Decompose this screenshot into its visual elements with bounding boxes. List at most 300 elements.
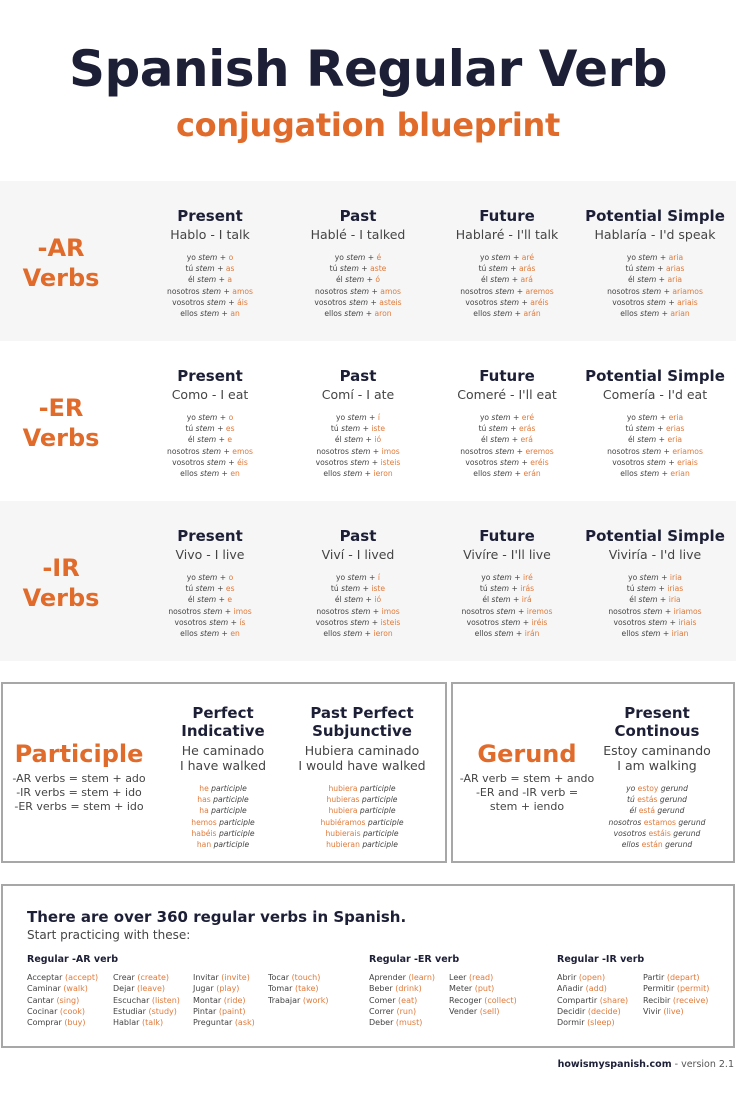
- ending-line: [283, 263, 433, 274]
- suffix: ariais: [677, 297, 698, 307]
- stem: stem: [492, 573, 512, 582]
- endings-list: [580, 412, 730, 479]
- suffix: í: [377, 573, 380, 582]
- verb-item: [557, 1006, 628, 1017]
- pronoun: ellos: [323, 469, 341, 479]
- verb-translation: (depart): [666, 973, 700, 982]
- plus-sign: +: [516, 286, 524, 296]
- aux-line: [587, 828, 727, 839]
- suffix: e: [227, 595, 233, 605]
- verb-item: [193, 1017, 255, 1028]
- verb-column: [193, 972, 255, 1028]
- plus-sign: +: [511, 584, 518, 594]
- ending-line: [135, 606, 285, 617]
- practice-box: [1, 884, 735, 1048]
- verb-translation: (listen): [151, 995, 180, 1005]
- ending-line: [580, 628, 730, 639]
- tense-present-continous: [587, 704, 727, 850]
- placeholder-word: participle: [211, 806, 247, 816]
- verb-translation: (buy): [64, 1018, 86, 1028]
- footer: [558, 1059, 734, 1070]
- suffix: as: [225, 264, 235, 274]
- verb-translation: (cook): [59, 1006, 85, 1016]
- ending-line: [432, 297, 582, 308]
- aux-line: [285, 783, 439, 794]
- plus-sign: +: [219, 413, 227, 422]
- aux-line: [153, 828, 293, 839]
- auxiliary: estáis: [648, 828, 671, 838]
- suffix: a: [227, 275, 233, 285]
- pronoun: él: [335, 275, 343, 285]
- verb-spanish: Invitar: [193, 973, 219, 982]
- stem: stem: [344, 309, 364, 319]
- ending-line: [135, 583, 285, 594]
- aux-line: [153, 794, 293, 805]
- pronoun: tú: [330, 584, 339, 594]
- suffix: aréis: [530, 297, 549, 307]
- stem: stem: [639, 573, 659, 582]
- tense-name: Indicative: [181, 722, 265, 740]
- placeholder-word: participle: [362, 840, 398, 850]
- suffix: an: [230, 309, 240, 319]
- suffix: imos: [381, 446, 400, 456]
- plus-sign: +: [516, 446, 524, 456]
- tense-column-potential-simple: [580, 367, 730, 479]
- tense-column-present: [135, 527, 285, 639]
- ending-line: [432, 446, 582, 457]
- endings-list: [432, 572, 582, 639]
- verb-spanish: Recoger: [449, 995, 482, 1005]
- ending-line: [283, 412, 433, 423]
- verb-translation: (accept): [65, 973, 99, 982]
- stem: stem: [638, 253, 658, 262]
- stem: stem: [347, 413, 367, 422]
- endings-list: [432, 412, 582, 479]
- pronoun: vosotros: [466, 617, 499, 627]
- stem: stem: [200, 469, 220, 479]
- suffix: aste: [370, 264, 387, 274]
- stem: stem: [488, 264, 508, 274]
- stem: stem: [350, 457, 370, 467]
- tense-name: Past Perfect: [310, 704, 414, 722]
- suffix: aria: [667, 275, 682, 285]
- stem: stem: [195, 584, 215, 594]
- suffix: ieron: [373, 469, 393, 479]
- tense-example: He caminado: [181, 743, 265, 758]
- stem: stem: [495, 446, 515, 456]
- suffix: aria: [668, 253, 684, 262]
- ending-line: [135, 308, 285, 319]
- aux-list: [587, 783, 727, 850]
- tense-example: I have walked: [179, 758, 267, 773]
- ending-line: [580, 468, 730, 479]
- verb-translation: (add): [585, 984, 607, 994]
- stem: stem: [197, 595, 217, 605]
- ending-line: [580, 446, 730, 457]
- plus-sign: +: [661, 573, 668, 582]
- pronoun: él: [629, 806, 637, 816]
- plus-sign: +: [511, 275, 519, 285]
- stem: stem: [344, 595, 364, 605]
- stem: stem: [642, 446, 662, 456]
- plus-sign: +: [663, 446, 670, 456]
- plus-sign: +: [223, 446, 230, 456]
- ending-line: [283, 583, 433, 594]
- ending-line: [135, 572, 285, 583]
- verb-spanish: Vivir: [643, 1006, 661, 1016]
- verb-spanish: Cantar: [27, 995, 54, 1005]
- aux-line: [153, 839, 293, 850]
- verb-spanish: Cocinar: [27, 1006, 58, 1016]
- ending-line: [283, 274, 433, 285]
- stem: stem: [490, 584, 510, 594]
- plus-sign: +: [219, 573, 227, 582]
- auxiliary: estás: [637, 795, 658, 805]
- verb-translation: (paint): [218, 1006, 246, 1016]
- stem: stem: [206, 297, 226, 307]
- verb-item: [369, 995, 435, 1006]
- tense-name: Future: [479, 207, 535, 225]
- suffix: irian: [671, 629, 689, 639]
- plus-sign: +: [658, 584, 665, 594]
- suffix: eremos: [525, 446, 554, 456]
- verb-translation: (learn): [408, 973, 436, 982]
- stem: stem: [344, 435, 364, 445]
- verb-translation: (ride): [223, 995, 246, 1005]
- auxiliary: he: [199, 784, 209, 793]
- stem: stem: [493, 469, 513, 479]
- plus-sign: +: [224, 606, 232, 616]
- suffix: amos: [380, 286, 401, 296]
- aux-line: [587, 783, 727, 794]
- row-label-line: -AR: [37, 234, 85, 262]
- tense-example: Hablaré - I'll talk: [455, 227, 559, 242]
- pronoun: tú: [627, 795, 635, 805]
- pronoun: tú: [478, 264, 487, 274]
- ending-line: [580, 252, 730, 263]
- tense-name: Past: [339, 207, 377, 225]
- stem: stem: [637, 275, 657, 285]
- endings-list: [283, 252, 433, 319]
- stem: stem: [198, 253, 218, 262]
- endings-list: [580, 572, 730, 639]
- plus-sign: +: [512, 413, 520, 422]
- gerund-box: [451, 682, 735, 863]
- stem: stem: [491, 413, 511, 422]
- placeholder-word: participle: [218, 828, 255, 838]
- placeholder-word: participle: [213, 840, 250, 850]
- plus-sign: +: [370, 297, 377, 307]
- stem: stem: [638, 413, 658, 422]
- plus-sign: +: [371, 617, 379, 627]
- suffix: ís: [239, 617, 246, 627]
- verb-spanish: Dejar: [113, 984, 135, 994]
- plus-sign: +: [514, 309, 522, 319]
- tense-example: Como - I eat: [171, 387, 249, 402]
- tense-name: Potential Simple: [585, 207, 725, 225]
- plus-sign: +: [512, 253, 520, 262]
- tense-example: Hablo - I talk: [170, 227, 250, 242]
- aux-list: [153, 783, 293, 850]
- version-text: - version 2.1: [671, 1059, 734, 1070]
- pronoun: ellos: [473, 469, 491, 479]
- ending-line: [135, 468, 285, 479]
- verb-item: [268, 983, 328, 994]
- plus-sign: +: [217, 584, 224, 594]
- verb-translation: (run): [396, 1006, 417, 1016]
- auxiliary: hubiera: [328, 784, 358, 793]
- stem: stem: [646, 457, 666, 467]
- tense-example: Comeré - I'll eat: [457, 387, 557, 402]
- aux-line: [587, 805, 727, 816]
- suffix: iria: [668, 595, 681, 605]
- ending-line: [135, 252, 285, 263]
- verb-row-er: [0, 341, 736, 501]
- placeholder-word: participle: [367, 817, 404, 827]
- tense-name: Perfect: [192, 704, 254, 722]
- pronoun: ellos: [621, 840, 640, 850]
- stem: stem: [198, 573, 218, 582]
- verb-spanish: Comprar: [27, 1018, 62, 1028]
- plus-sign: +: [223, 286, 230, 296]
- plus-sign: +: [517, 606, 525, 616]
- plus-sign: +: [371, 457, 379, 467]
- stem: stem: [343, 469, 363, 479]
- suffix: o: [228, 573, 234, 582]
- ending-line: [432, 286, 582, 297]
- gerund-rule: -ER and -IR verb =: [475, 786, 579, 799]
- site-link[interactable]: howismyspanish.com: [557, 1059, 672, 1070]
- suffix: erian: [670, 469, 690, 479]
- stem: stem: [635, 264, 655, 274]
- verb-spanish: Preguntar: [193, 1018, 233, 1028]
- plus-sign: +: [366, 275, 373, 285]
- row-label-line: Verbs: [22, 264, 100, 292]
- verb-spanish: Partir: [643, 973, 665, 982]
- verb-spanish: Meter: [449, 984, 473, 994]
- verb-spanish: Añadir: [557, 984, 584, 994]
- suffix: iria: [669, 573, 682, 582]
- ending-line: [432, 583, 582, 594]
- ending-line: [135, 274, 285, 285]
- pronoun: ellos: [473, 309, 491, 319]
- row-label-line: Verbs: [22, 584, 100, 612]
- tense-name: Future: [479, 367, 535, 385]
- verb-translation: (work): [302, 995, 329, 1005]
- plus-sign: +: [365, 309, 373, 319]
- suffix: iréis: [531, 617, 548, 627]
- suffix: iriamos: [673, 606, 702, 616]
- endings-list: [580, 252, 730, 319]
- stem: stem: [209, 617, 229, 627]
- endings-list: [283, 412, 433, 479]
- pronoun: ellos: [621, 629, 640, 639]
- verb-item: [113, 972, 180, 983]
- pronoun: él: [482, 595, 490, 605]
- verb-spanish: Deber: [369, 1018, 394, 1028]
- verb-spanish: Abrir: [557, 973, 577, 982]
- verb-translation: (talk): [141, 1018, 164, 1028]
- verb-item: [113, 983, 180, 994]
- plus-sign: +: [230, 617, 237, 627]
- pronoun: yo: [336, 573, 346, 582]
- stem: stem: [347, 573, 367, 582]
- stem: stem: [203, 606, 223, 616]
- pronoun: él: [481, 435, 488, 445]
- ending-line: [283, 252, 433, 263]
- verb-spanish: Decidir: [557, 1006, 586, 1016]
- tense-column-present: [135, 207, 285, 319]
- ending-line: [135, 628, 285, 639]
- verb-item: [643, 983, 709, 994]
- pronoun: yo: [628, 573, 638, 582]
- placeholder-word: participle: [361, 795, 398, 805]
- pronoun: tú: [625, 264, 634, 274]
- tense-past-perfect-subjunctive: [285, 704, 439, 850]
- tense-example: Viví - I lived: [321, 547, 395, 562]
- stem: stem: [345, 275, 365, 285]
- aux-line: [285, 828, 439, 839]
- placeholder-word: gerund: [673, 828, 701, 838]
- verb-item: [113, 995, 180, 1006]
- verb-item: [113, 1017, 180, 1028]
- row-label: [0, 233, 122, 293]
- verb-item: [27, 1006, 98, 1017]
- ending-line: [432, 412, 582, 423]
- plus-sign: +: [661, 469, 668, 479]
- pronoun: vosotros: [613, 828, 647, 838]
- stem: stem: [346, 253, 366, 262]
- placeholder-word: participle: [359, 806, 396, 816]
- verb-spanish: Crear: [113, 973, 135, 982]
- stem: stem: [195, 424, 215, 434]
- plus-sign: +: [371, 286, 378, 296]
- suffix: erán: [523, 469, 541, 479]
- verb-group-title: Regular -ER verb: [369, 954, 460, 965]
- pronoun: vosotros: [612, 297, 645, 307]
- suffix: amos: [232, 286, 253, 296]
- stem: stem: [195, 264, 215, 274]
- pronoun: yo: [626, 413, 636, 422]
- ending-line: [283, 606, 433, 617]
- stem: stem: [202, 446, 222, 456]
- suffix: ará: [520, 275, 533, 285]
- ending-line: [432, 628, 582, 639]
- aux-line: [153, 805, 293, 816]
- tense-name: Future: [479, 527, 535, 545]
- aux-line: [285, 817, 439, 828]
- tense-name: Past: [339, 527, 377, 545]
- placeholder-word: gerund: [660, 784, 688, 793]
- stem: stem: [491, 595, 511, 605]
- auxiliary: hubiera: [328, 806, 358, 816]
- tense-example: Hubiera caminado: [304, 743, 420, 758]
- stem: stem: [202, 286, 222, 296]
- suffix: es: [225, 584, 235, 594]
- verb-translation: (take): [294, 984, 319, 994]
- verb-row-ir: [0, 501, 736, 661]
- tense-name: Present: [624, 704, 690, 722]
- auxiliary: está: [638, 806, 655, 816]
- verb-item: [643, 1006, 709, 1017]
- pronoun: nosotros: [315, 286, 348, 296]
- ending-line: [135, 434, 285, 445]
- verb-spanish: Aprender: [369, 973, 406, 982]
- endings-list: [135, 252, 285, 319]
- pronoun: yo: [334, 253, 344, 262]
- suffix: iré: [523, 573, 533, 582]
- verb-translation: (drink): [395, 984, 422, 994]
- verb-spanish: Tocar: [268, 973, 290, 982]
- pronoun: él: [334, 435, 342, 445]
- participle-rule: -ER verbs = stem + ido: [14, 800, 144, 813]
- plus-sign: +: [521, 297, 528, 307]
- placeholder-word: participle: [219, 817, 255, 827]
- tense-column-past: [283, 207, 433, 319]
- ending-line: [135, 263, 285, 274]
- aux-line: [153, 817, 293, 828]
- tense-name: Continous: [614, 722, 700, 740]
- pronoun: vosotros: [465, 297, 498, 307]
- pronoun: tú: [330, 424, 339, 434]
- verb-group-title: Regular -IR verb: [557, 954, 645, 965]
- tense-name: Present: [177, 207, 243, 225]
- ending-line: [135, 617, 285, 628]
- verb-translation: (walk): [63, 984, 88, 994]
- plus-sign: +: [362, 584, 369, 594]
- suffix: en: [230, 469, 240, 479]
- suffix: irá: [521, 595, 532, 605]
- suffix: arian: [670, 309, 690, 319]
- ending-line: [432, 308, 582, 319]
- placeholder-word: gerund: [657, 806, 685, 816]
- tense-column-past: [283, 367, 433, 479]
- plus-sign: +: [658, 435, 666, 445]
- suffix: irás: [520, 584, 535, 594]
- verb-spanish: Beber: [369, 984, 393, 994]
- verb-item: [369, 1017, 435, 1028]
- ending-line: [283, 297, 433, 308]
- suffix: en: [230, 629, 240, 639]
- stem: stem: [350, 617, 370, 627]
- verb-spanish: Compartir: [557, 995, 598, 1005]
- plus-sign: +: [218, 435, 225, 445]
- plus-sign: +: [514, 573, 521, 582]
- row-label: [0, 393, 122, 453]
- pronoun: nosotros: [608, 817, 642, 827]
- verb-spanish: Acceptar: [27, 973, 63, 982]
- plus-sign: +: [365, 595, 372, 605]
- pronoun: nosotros: [607, 446, 640, 456]
- plus-sign: +: [367, 253, 375, 262]
- verb-item: [557, 995, 628, 1006]
- verb-item: [193, 983, 255, 994]
- auxiliary: has: [197, 795, 211, 805]
- tense-column-potential-simple: [580, 527, 730, 639]
- stem: stem: [637, 584, 657, 594]
- pronoun: él: [629, 595, 637, 605]
- pronoun: ellos: [180, 309, 198, 319]
- suffix: imos: [233, 606, 252, 616]
- row-label-line: -ER: [38, 394, 84, 422]
- stem: stem: [200, 629, 220, 639]
- plus-sign: +: [372, 446, 380, 456]
- ending-line: [135, 286, 285, 297]
- plus-sign: +: [659, 253, 667, 262]
- stem: stem: [495, 286, 515, 296]
- verb-item: [27, 972, 98, 983]
- suffix: iremos: [526, 606, 553, 616]
